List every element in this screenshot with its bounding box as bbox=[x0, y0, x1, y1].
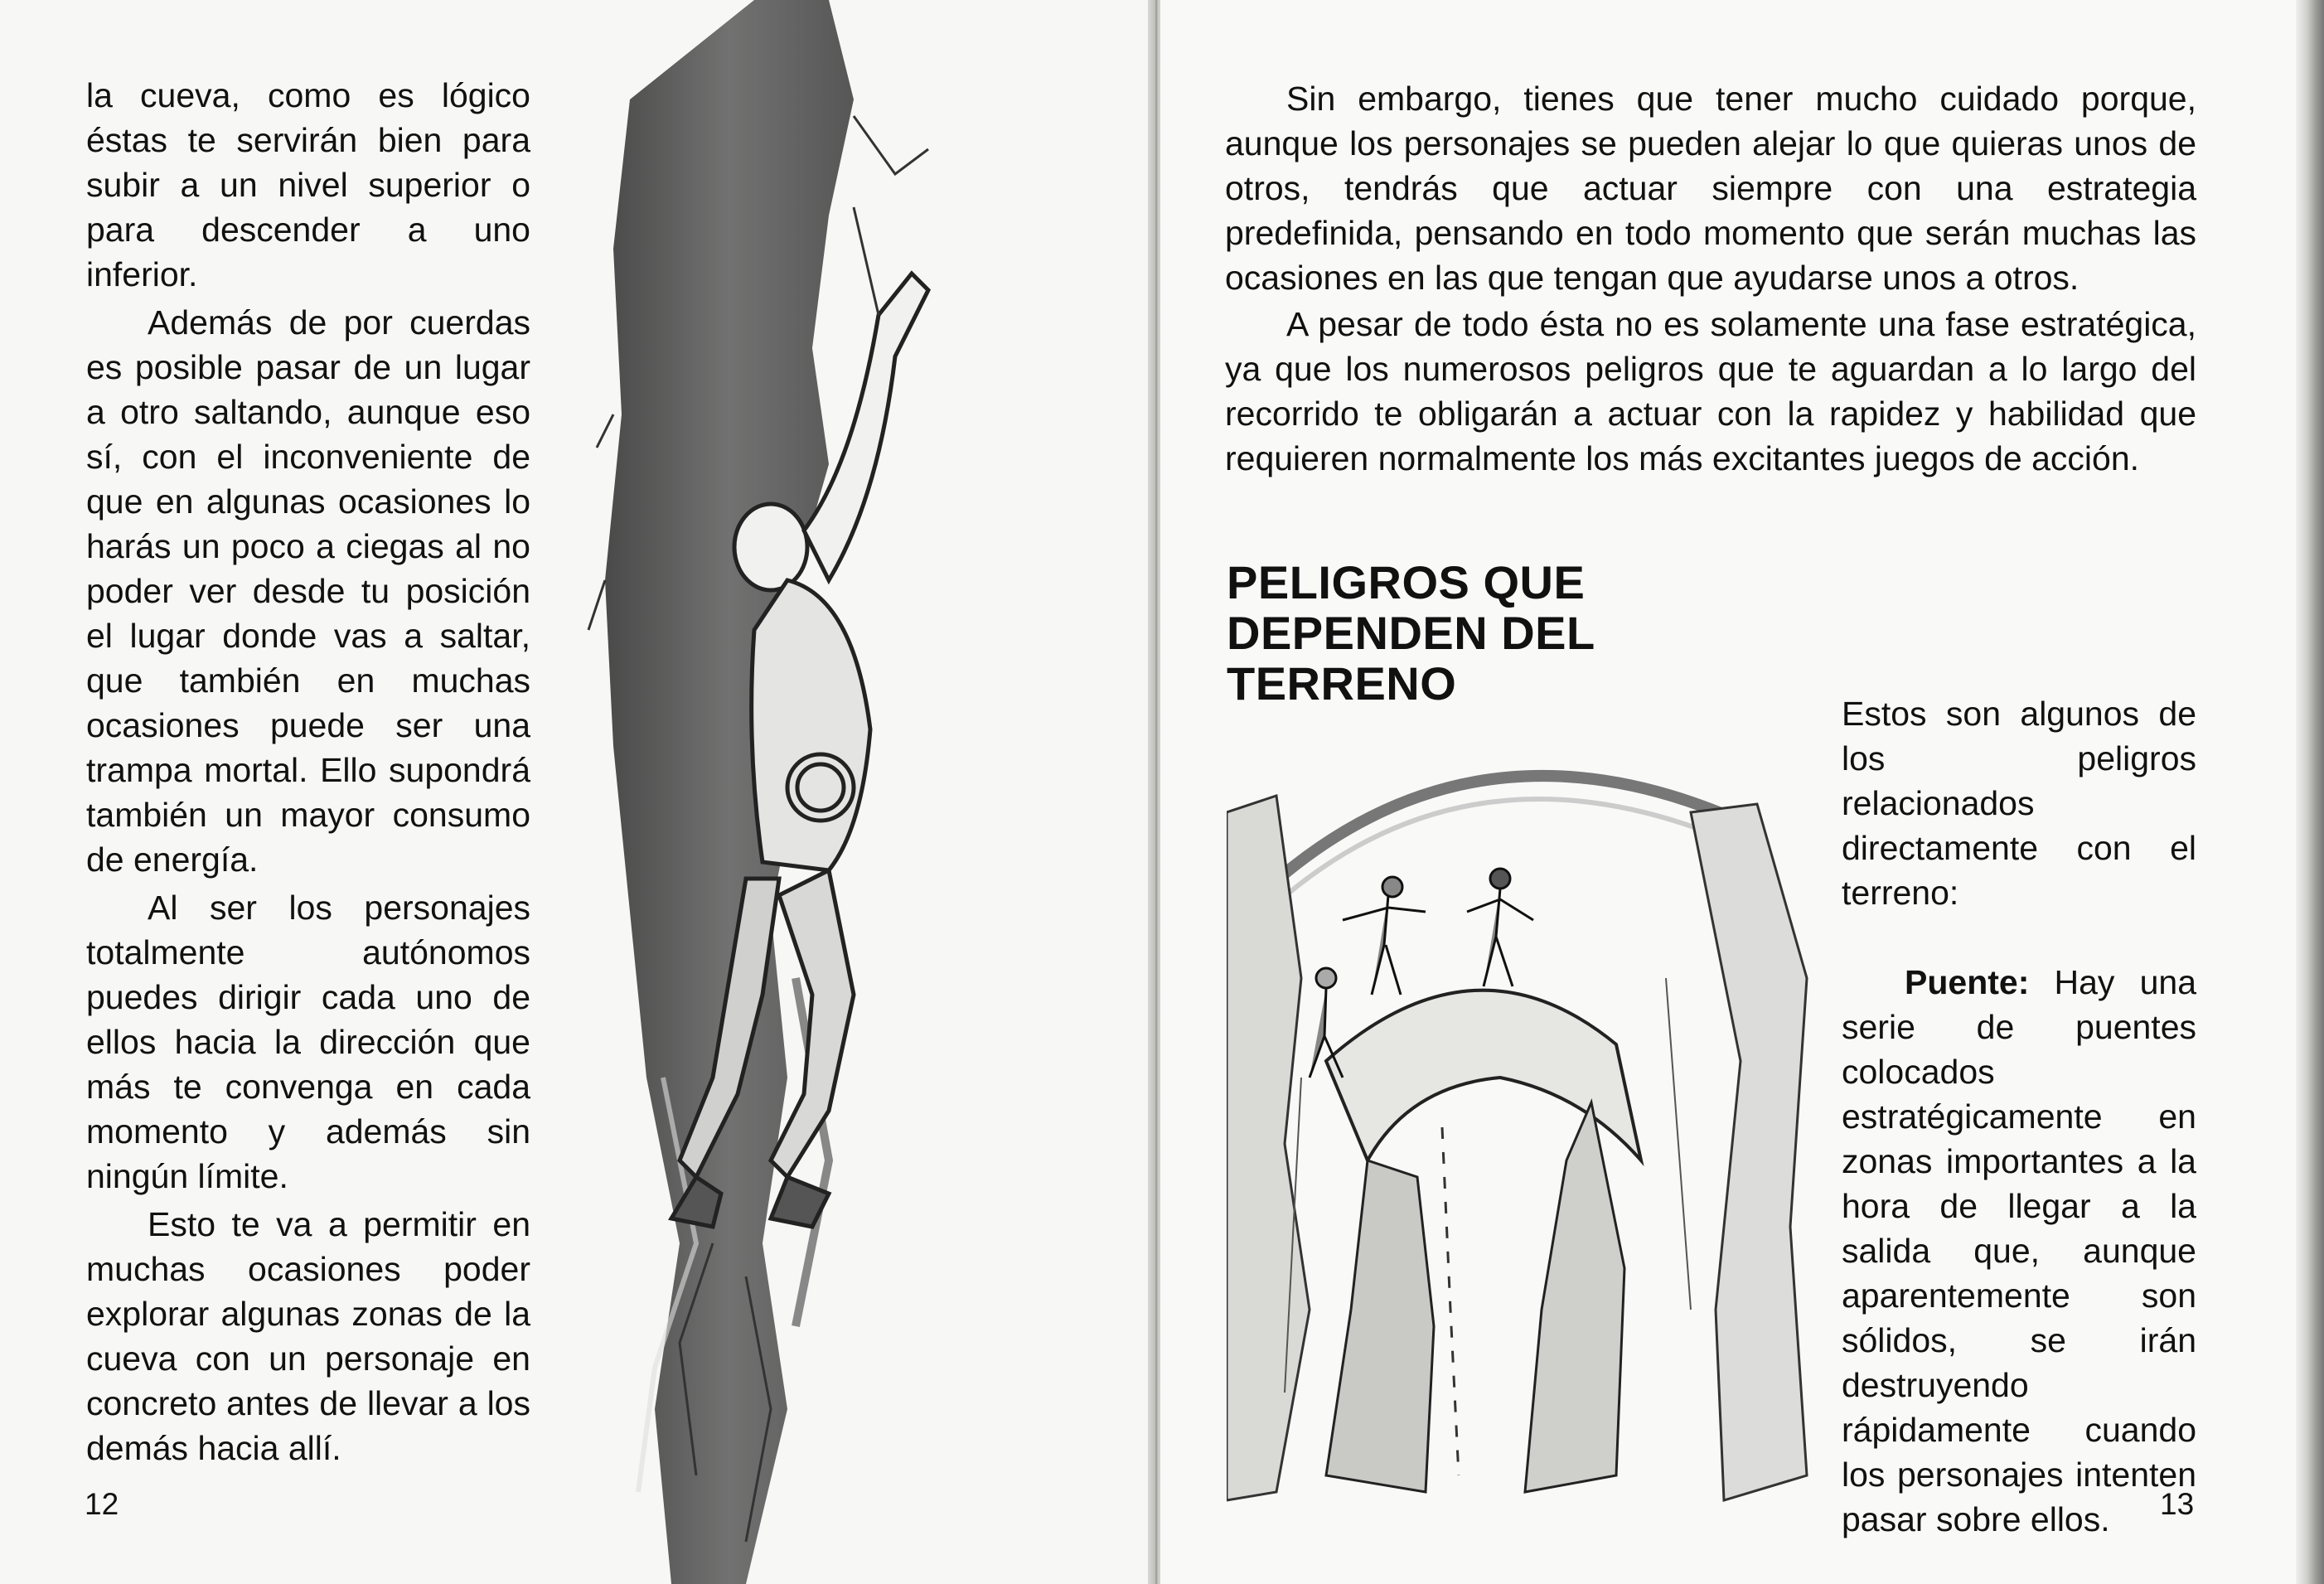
right-top-text bbox=[1225, 76, 2196, 481]
intro-paragraph: Estos son algunos de los peligros relacionados directamente con el terreno: bbox=[1842, 695, 2196, 912]
bridge-illustration bbox=[1227, 729, 1823, 1558]
climber-illustration bbox=[580, 0, 1111, 1584]
left-paragraph-3: Al ser los personajes totalmente autónomos puedes dirigir cada uno de ellos hacia la dirección que más te convenga en cada momento y además sin ningún límite. bbox=[86, 889, 530, 1195]
page-number-right: 13 bbox=[2160, 1487, 2195, 1521]
term-description: Hay una serie de puentes colocados estratégicamente en zonas importantes a la hora de llegar a la salida que, aunque aparentemente son sólidos, se irán destruyendo rápidamente cuando los personajes intenten pasar sobre ellos. bbox=[1842, 963, 2196, 1538]
right-paragraph-2: A pesar de todo ésta no es solamente una fase estratégica, ya que los numerosos peligros que te aguardan a lo largo del recorrido te obligarán a actuar con la rapidez y habilidad que requieren normalmente los más excitantes juegos de acción. bbox=[1225, 305, 2196, 477]
right-paragraph-1: Sin embargo, tienes que tener mucho cuidado porque, aunque los personajes se pueden alejar lo que quieras unos de otros, tendrás que actuar siempre con una estrategia predefinida, pensando en todo momento que serán muchas las ocasiones en las que tengan que ayudarse unos a otros. bbox=[1225, 80, 2196, 297]
right-narrow-column bbox=[1842, 691, 2196, 1542]
book-edge bbox=[2296, 0, 2324, 1584]
left-paragraph-2: Además de por cuerdas es posible pasar de un lugar a otro saltando, aunque eso sí, con el inconveniente de que en algunas ocasiones lo harás un poco a ciegas al no poder ver desde tu posición el lugar donde vas a saltar, que también en muchas ocasiones puede ser una trampa mortal. Ello supondrá también un mayor consumo de energía. bbox=[86, 303, 530, 879]
section-heading bbox=[1227, 557, 1857, 709]
left-paragraph-1: la cueva, como es lógico éstas te servirán bien para subir a un nivel superior o para descender a uno inferior. bbox=[86, 76, 530, 293]
term-label: Puente: bbox=[1905, 963, 2030, 1001]
left-text-column bbox=[86, 73, 530, 1470]
left-paragraph-4: Esto te va a permitir en muchas ocasiones poder explorar algunas zonas de la cueva con un personaje en concreto antes de llevar a los demás hacia allí. bbox=[86, 1205, 530, 1467]
bridge-paragraph bbox=[1842, 960, 2196, 1542]
heading-line-1: PELIGROS QUE DEPENDEN DEL bbox=[1227, 556, 1595, 659]
left-page bbox=[0, 0, 1150, 1584]
right-page bbox=[1160, 0, 2324, 1584]
heading-line-2: TERRENO bbox=[1227, 657, 1457, 710]
page-number-left: 12 bbox=[85, 1487, 119, 1521]
